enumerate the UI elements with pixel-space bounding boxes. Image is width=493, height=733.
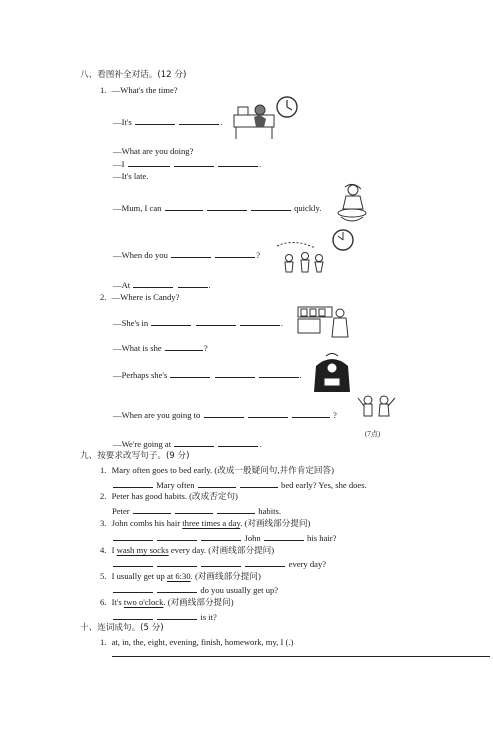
section-10-title: 十、连词成句。(5 分) — [80, 623, 164, 633]
answer-blank[interactable] — [215, 249, 255, 258]
item-6: 6. It's two o'clock. (对画线部分提问) — [100, 597, 234, 607]
dialogue-line: —What's the time? — [111, 85, 178, 95]
answer-blank[interactable] — [198, 479, 236, 488]
dialogue-line: —At . — [113, 280, 211, 290]
item-3: 3. John combs his hair three times a day. (对画线部分提问) — [100, 518, 311, 528]
answer-blank[interactable] — [157, 558, 197, 567]
dialogue-line: —I . — [113, 159, 262, 169]
answer-blank[interactable] — [157, 532, 197, 541]
answer-line: every day? — [112, 558, 326, 570]
answer-rule[interactable] — [112, 656, 490, 657]
answer-blank[interactable] — [128, 158, 170, 167]
dialogue-line: —Where is Candy? — [111, 292, 180, 302]
answer-blank[interactable] — [165, 342, 203, 351]
answer-blank[interactable] — [165, 202, 203, 211]
underlined-phrase: two o'clock — [123, 597, 164, 607]
question-number: 1. — [100, 85, 107, 95]
underlined-phrase: wash my socks — [116, 545, 169, 555]
answer-blank[interactable] — [113, 584, 153, 593]
answer-line: John his hair? — [112, 532, 336, 544]
dialogue-line: —When do you ? — [113, 250, 261, 260]
answer-line: do you usually get up? — [112, 584, 278, 596]
girl-reading-illustration — [312, 352, 352, 394]
answer-blank[interactable] — [178, 279, 208, 288]
boy-at-desk-clock-illustration — [230, 95, 300, 140]
dialogue-line: —Mum, I can quickly. — [113, 203, 322, 213]
answer-blank[interactable] — [251, 202, 291, 211]
underlined-phrase: three times a day — [182, 518, 241, 528]
item-1: 1. at, in, the, eight, evening, finish, homework, my, I (.) — [100, 637, 294, 647]
question-1 — [100, 85, 178, 96]
answer-blank[interactable] — [174, 438, 214, 447]
dialogue-line: —What is she ? — [113, 343, 208, 353]
item-1: 1. Mary often goes to bed early. (改成一般疑问句,并作肯定回答) — [100, 465, 334, 475]
answer-blank[interactable] — [171, 249, 211, 258]
dialogue-line: —Perhaps she's . — [113, 370, 302, 380]
answer-blank[interactable] — [179, 116, 219, 125]
item-4: 4. I wash my socks every day. (对画线部分提问) — [100, 545, 275, 555]
section-9-title: 九、按要求改写句子。(9 分) — [80, 451, 190, 461]
question-2 — [100, 292, 179, 303]
question-number: 2. — [100, 292, 107, 302]
dialogue-line: —When are you going to ? — [113, 410, 337, 420]
picture-caption: (7点) — [365, 430, 381, 438]
item-2: 2. Peter has good habits. (改成否定句) — [100, 491, 238, 501]
answer-blank[interactable] — [204, 409, 244, 418]
dialogue-line: —It's late. — [113, 171, 149, 181]
answer-blank[interactable] — [215, 369, 255, 378]
dialogue-line: —She's in . — [113, 318, 283, 328]
answer-blank[interactable] — [292, 409, 330, 418]
kitchen-shelf-illustration — [296, 305, 352, 339]
answer-blank[interactable] — [151, 317, 191, 326]
answer-blank[interactable] — [240, 479, 278, 488]
answer-blank[interactable] — [170, 369, 210, 378]
answer-blank[interactable] — [196, 317, 236, 326]
answer-line: Peter habits. — [112, 506, 281, 516]
answer-blank[interactable] — [133, 279, 173, 288]
dialogue-line: —We're going at . — [113, 439, 262, 449]
answer-blank[interactable] — [201, 558, 241, 567]
answer-blank[interactable] — [113, 558, 153, 567]
answer-blank[interactable] — [174, 158, 214, 167]
answer-blank[interactable] — [217, 505, 255, 514]
answer-blank[interactable] — [157, 611, 197, 620]
answer-blank[interactable] — [245, 558, 285, 567]
friends-waving-illustration — [356, 392, 398, 428]
children-going-to-school-illustration — [275, 228, 357, 274]
answer-blank[interactable] — [113, 532, 153, 541]
mother-cooking-illustration — [335, 183, 369, 227]
answer-blank[interactable] — [157, 584, 197, 593]
item-5: 5. I usually get up at 6:30. (对画线部分提问) — [100, 571, 261, 581]
answer-blank[interactable] — [248, 409, 288, 418]
answer-blank[interactable] — [133, 505, 171, 514]
answer-blank[interactable] — [135, 116, 175, 125]
section-8-title: 八、看图补全对话。(12 分) — [80, 70, 187, 80]
answer-blank[interactable] — [240, 317, 280, 326]
answer-blank[interactable] — [259, 369, 299, 378]
answer-blank[interactable] — [218, 438, 258, 447]
answer-blank[interactable] — [113, 611, 153, 620]
answer-line: Mary often bed early? Yes, she does. — [112, 479, 367, 491]
dialogue-line: —What are you doing? — [113, 146, 194, 156]
answer-blank[interactable] — [201, 532, 241, 541]
underlined-phrase: at 6:30 — [167, 571, 191, 581]
dialogue-line: —It's . — [113, 117, 223, 127]
answer-line: is it? — [112, 611, 217, 623]
answer-blank[interactable] — [207, 202, 247, 211]
answer-blank[interactable] — [175, 505, 213, 514]
answer-blank[interactable] — [264, 532, 304, 541]
answer-blank[interactable] — [218, 158, 258, 167]
answer-blank[interactable] — [113, 479, 153, 488]
